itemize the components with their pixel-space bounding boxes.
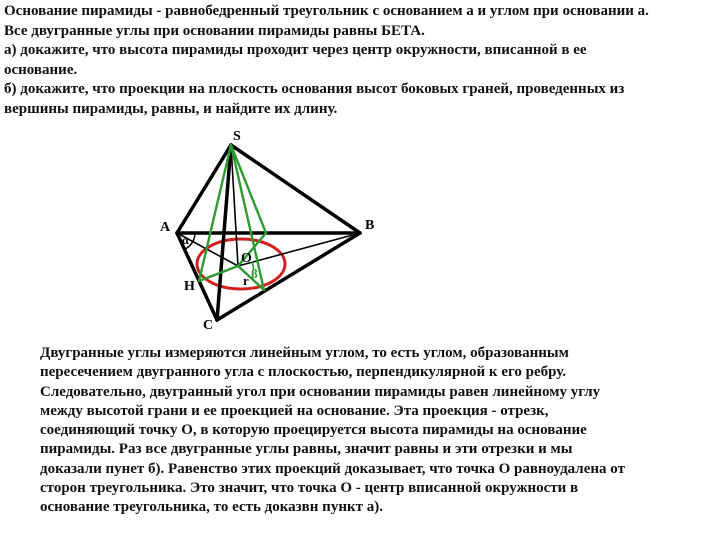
label-b: B (365, 218, 375, 233)
edge-bc (217, 233, 360, 320)
edge-sa (177, 145, 231, 233)
solution-line: доказали пунет б). Равенство этих проекций доказывает, что точка О равноудалена от (40, 460, 625, 477)
label-alpha: α (182, 233, 189, 247)
edge-sb (231, 145, 360, 233)
label-s: S (233, 129, 241, 144)
problem-line: основание. (4, 61, 78, 78)
label-o: O (241, 251, 252, 266)
solution-line: соединяющий точку О, в которую проецируется высота пирамиды на основание (40, 422, 587, 439)
label-a: A (160, 220, 171, 235)
projection-oh (199, 266, 238, 281)
problem-line: Все двугранные углы при основании пирамиды равны БЕТА. (4, 22, 425, 39)
solution-line: пересечением двугранного угла с плоскостью, перпендикулярной к его ребру. (40, 364, 567, 381)
solution-line: сторон треугольника. Это значит, что точка О - центр вписанной окружности в (40, 480, 579, 497)
problem-line: Основание пирамиды - равнобедренный треугольник с основанием а и углом при основании а. (4, 3, 649, 19)
solution-line: между высотой грани и ее проекцией на основание. Эта проекция - отрезк, (40, 402, 549, 419)
solution-line: пирамиды. Раз все двугранные углы равны, значит равны и эти отрезки и мы (40, 441, 573, 458)
label-beta: β (251, 266, 258, 281)
solution-line: Следовательно, двугранный угол при основании пирамиды равен линейному углу (40, 383, 601, 400)
label-r: r (243, 273, 249, 288)
problem-line: а) докажите, что высота пирамиды проходит через центр окружности, вписанной в ее (4, 42, 587, 58)
label-c: C (203, 318, 214, 333)
problem-line: б) докажите, что проекции на плоскость основания высот боковых граней, проведенных из (4, 81, 625, 97)
label-h: H (184, 279, 195, 294)
solution-text (40, 344, 680, 518)
problem-line: вершины пирамиды, равны, и найдите их длину. (4, 100, 338, 117)
solution-line: основание треугольника, то есть доказвн пункт а). (40, 499, 383, 516)
solution-line: Двугранные углы измеряются линейным углом, то есть углом, образованным (40, 345, 569, 361)
